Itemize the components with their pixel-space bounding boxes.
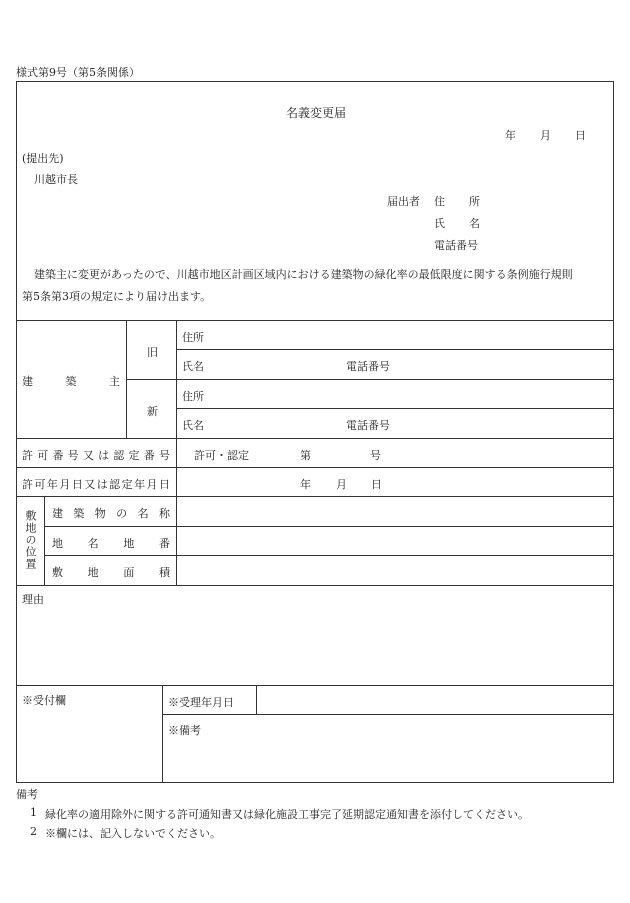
form-frame [16, 81, 614, 783]
old-name-label: 氏名 [182, 360, 204, 373]
date-day: 日 [575, 129, 586, 142]
rule [256, 685, 257, 714]
old-label: 旧 [147, 346, 158, 359]
form-title: 名義変更届 [286, 106, 347, 120]
rule [126, 379, 614, 380]
reception-label: ※受付欄 [22, 694, 66, 707]
new-name-label: 氏名 [182, 419, 204, 432]
rule [16, 467, 614, 468]
statement-line1: 建築主に変更があったので、川越市地区計画区域内における建築物の緑化率の最低限度に関する条例施行規則 [34, 268, 573, 281]
number-go: 号 [370, 449, 381, 462]
number-dai: 第 [300, 449, 311, 462]
applicant-address-label-1: 住 [434, 195, 445, 208]
rule [176, 408, 614, 409]
rule [16, 438, 614, 439]
applicant-name-label-1: 氏 [434, 217, 445, 230]
building-name-label: 建 築 物 の 名 称 [52, 507, 170, 520]
rule [44, 526, 614, 527]
permit-date-day: 日 [371, 478, 382, 491]
note-number: 2 [30, 825, 37, 838]
applicant-address-label-2: 所 [469, 195, 480, 208]
old-phone-label: 電話番号 [346, 360, 390, 373]
note-number: 1 [30, 806, 37, 819]
form-number: 様式第9号（第5条関係） [16, 66, 140, 79]
permit-date-month: 月 [336, 478, 347, 491]
date-year: 年 [505, 129, 516, 142]
permit-number-label: 許 可 番 号 又 は 認 定 番 号 [22, 449, 170, 462]
rule [44, 496, 45, 585]
rule [44, 555, 614, 556]
permit-date-year: 年 [300, 478, 311, 491]
applicant-label: 届出者 [387, 195, 420, 208]
notes-heading: 備考 [16, 788, 38, 801]
rule [176, 320, 177, 585]
site-area-label: 敷 地 面 積 [52, 566, 170, 579]
addressee-label: (提出先) [22, 152, 64, 165]
rule [16, 496, 614, 497]
owner-label: 建 築 主 [22, 375, 120, 388]
rule [16, 685, 614, 686]
new-label: 新 [147, 405, 158, 418]
new-phone-label: 電話番号 [346, 419, 390, 432]
addressee: 川越市長 [34, 173, 78, 186]
rule [162, 714, 614, 715]
reason-label: 理由 [22, 593, 44, 606]
date-month: 月 [540, 129, 551, 142]
applicant-name-label-2: 名 [469, 217, 480, 230]
rule [16, 320, 614, 321]
note-text: 緑化率の適用除外に関する許可通知書又は緑化施設工事完了延期認定通知書を添付してください。 [45, 808, 529, 821]
rule [176, 349, 614, 350]
remarks-label: ※備考 [168, 724, 201, 737]
rule [16, 585, 614, 586]
permit-date-label: 許 可 年 月 日 又 は 認 定 年 月 日 [22, 478, 170, 491]
old-address-label: 住所 [182, 331, 204, 344]
rule [126, 320, 127, 438]
lot-number-label: 地 名 地 番 [52, 537, 170, 550]
applicant-phone-label: 電話番号 [434, 239, 478, 252]
site-location-label: 敷地の位置 [24, 510, 37, 570]
rule [162, 685, 163, 783]
new-address-label: 住所 [182, 390, 204, 403]
permit-kind: 許可・認定 [194, 449, 249, 462]
note-text: ※欄には、記入しないでください。 [45, 827, 221, 840]
received-date-label: ※受理年月日 [168, 696, 234, 709]
statement-line2: 第5条第3項の規定により届け出ます。 [22, 290, 212, 303]
